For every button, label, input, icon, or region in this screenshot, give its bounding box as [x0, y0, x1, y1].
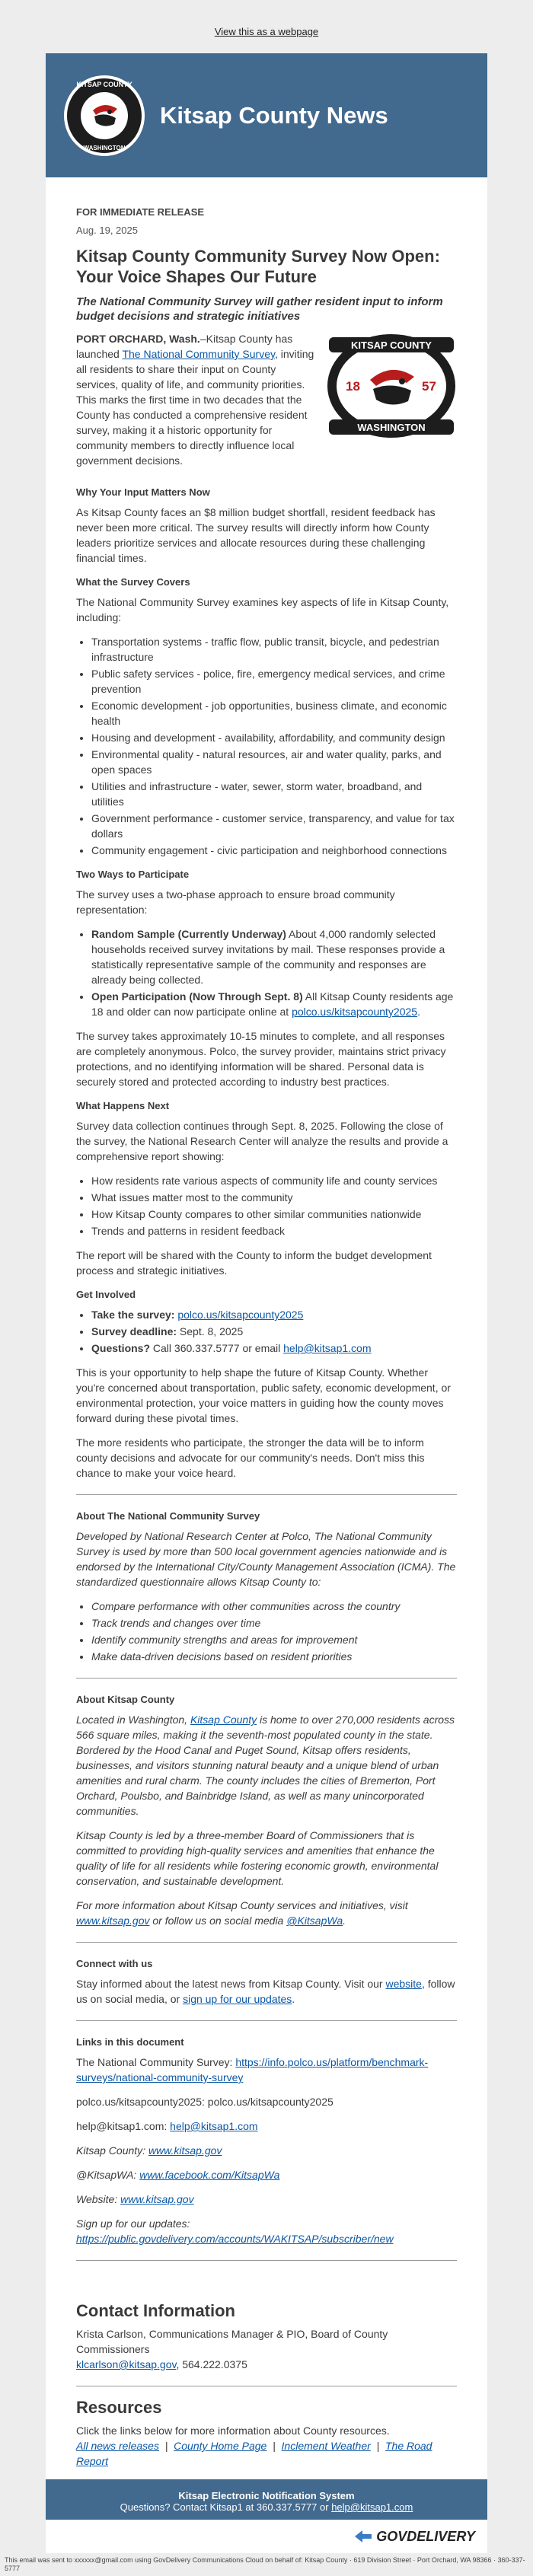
svg-text:WASHINGTON: WASHINGTON	[83, 144, 126, 151]
svg-text:KITSAP COUNTY: KITSAP COUNTY	[351, 340, 432, 351]
county-seal-icon	[62, 74, 146, 158]
about-kc-heading: About Kitsap County	[76, 1694, 175, 1705]
divider	[76, 1494, 457, 1495]
list-item: • Questions? Call 360.337.5777 or email help@kitsap1.com	[91, 1341, 457, 1356]
govdelivery-logo[interactable]: GOVDELIVERY	[355, 2529, 475, 2545]
link-facebook: @KitsapWA: www.facebook.com/KitsapWa	[76, 2169, 280, 2181]
list-item: • Housing and development - availability, affordability, and community design	[91, 730, 457, 745]
contact-email-link[interactable]: klcarlson@kitsap.gov	[76, 2358, 177, 2370]
facebook-url-link[interactable]: www.facebook.com/KitsapWa	[139, 2169, 280, 2181]
fineprint: This email was sent to xxxxxx@gmail.com using GovDelivery Communications Cloud on behalf of: Kitsap County · 619 Division Street · Port Orchard, WA 98366 · 360-337-5777	[5, 2556, 525, 2572]
links-heading: Links in this document	[76, 2036, 184, 2048]
kitsap-gov-link[interactable]: www.kitsap.gov	[76, 1914, 150, 1927]
link-signup: Sign up for our updates: https://public.govdelivery.com/accounts/WAKITSAP/subscriber/new	[76, 2217, 394, 2245]
covers-list	[76, 634, 457, 858]
list-item: • Government performance - customer service, transparency, and value for tax dollars	[91, 811, 457, 841]
road-report-link[interactable]: The Road Report	[76, 2440, 432, 2467]
article-body	[46, 177, 487, 2290]
link-website: Website: www.kitsap.gov	[76, 2193, 194, 2205]
survey-link[interactable]: polco.us/kitsapcounty2025	[292, 1006, 418, 1018]
headline: Kitsap County Community Survey Now Open: Your Voice Shapes Our Future	[76, 247, 440, 286]
about-ncs-heading: About The National Community Survey	[76, 1510, 260, 1522]
divider	[76, 1942, 457, 1943]
list-item: • Survey deadline: Sept. 8, 2025	[91, 1324, 457, 1339]
why-heading: Why Your Input Matters Now	[76, 486, 210, 498]
svg-text:18: 18	[346, 379, 360, 394]
about-ncs-text: Developed by National Research Center at Polco, The National Community Survey is used by more than 500 local government agencies nationwide and is endorsed by the International City/County Management Association (ICMA). The standardized questionnaire allows Kitsap County to:	[76, 1530, 456, 1588]
list-item: • How Kitsap County compares to other similar communities nationwide	[91, 1207, 457, 1222]
ways-intro: The survey uses a two-phase approach to ensure broad community representation:	[76, 888, 395, 916]
next-list	[76, 1173, 457, 1239]
ways-list	[76, 926, 457, 1019]
covers-intro: The National Community Survey examines key aspects of life in Kitsap County, including:	[76, 596, 449, 623]
govdelivery-bar	[46, 2520, 487, 2553]
resources-text: Click the links below for more information about County resources.	[76, 2425, 390, 2437]
email-container	[46, 53, 487, 2520]
list-item: • Take the survey: polco.us/kitsapcounty2025	[91, 1307, 457, 1322]
list-item: • Public safety services - police, fire, emergency medical services, and crime prevention	[91, 666, 457, 697]
list-item: • Compare performance with other communities across the country	[91, 1599, 457, 1614]
header-title: Kitsap County News	[160, 101, 388, 129]
svg-text:KITSAP COUNTY: KITSAP COUNTY	[76, 80, 132, 88]
list-item: • Trends and patterns in resident feedback	[91, 1223, 457, 1239]
next-heading: What Happens Next	[76, 1100, 170, 1111]
county-seal-image	[326, 333, 457, 439]
subtitle: The National Community Survey will gather resident input to inform budget decisions and strategic initiatives	[76, 295, 443, 323]
anonymity-text: The survey takes approximately 10-15 minutes to complete, and all responses are completely anonymous. Polco, the survey provider, maintains strict privacy protections, and no identifying information will be shared. Personal data is securely stored and protected according to industry best practices.	[76, 1030, 446, 1088]
svg-text:WASHINGTON: WASHINGTON	[357, 422, 426, 433]
contact-heading: Contact Information	[76, 2301, 235, 2320]
notification-email-link[interactable]: help@kitsap1.com	[331, 2501, 413, 2513]
link-ncs: The National Community Survey: https://info.polco.us/platform/benchmark-surveys/national-community-survey	[76, 2056, 429, 2083]
header-banner	[46, 53, 487, 177]
about-kc-p3: For more information about Kitsap County services and initiatives, visit www.kitsap.gov or follow us on social media @KitsapWa.	[76, 1899, 408, 1927]
list-item: • Random Sample (Currently Underway) About 4,000 randomly selected households received survey invitations by mail. These responses provide a statistically representative sample of the community and responses are already being collected.	[91, 926, 457, 987]
why-text: As Kitsap County faces an $8 million budget shortfall, resident feedback has never been more critical. The survey results will directly inform how County leaders prioritize services and allocate resources during these challenging financial times.	[76, 506, 436, 564]
signup-url-link[interactable]: https://public.govdelivery.com/accounts/WAKITSAP/subscriber/new	[76, 2233, 394, 2245]
list-item: • Transportation systems - traffic flow, public transit, bicycle, and pedestrian infrastructure	[91, 634, 457, 665]
divider	[76, 1678, 457, 1679]
govdelivery-icon	[355, 2530, 372, 2543]
involved-p2: The more residents who participate, the stronger the data will be to inform county decisions and advocate for our community's needs. Don't miss this chance to make your voice heard.	[76, 1436, 425, 1479]
about-kc-p2: Kitsap County is led by a three-member Board of Commissioners that is committed to providing high-quality services and amenities that enhance the quality of life for all residents while fostering economic growth, environmental conservation, and sustainable development.	[76, 1829, 439, 1887]
involved-p1: This is your opportunity to help shape the future of Kitsap County. Whether you're concerned about transportation, public safety, economic development, or environmental protection, your voice matters in guiding how the county moves forward during these pivotal times.	[76, 1366, 451, 1424]
notification-title: Kitsap Electronic Notification System	[178, 2490, 355, 2501]
website-link[interactable]: website	[385, 1978, 422, 1990]
link-help: help@kitsap1.com: help@kitsap1.com	[76, 2120, 258, 2132]
list-item: • Economic development - job opportunities, business climate, and economic health	[91, 698, 457, 728]
kitsap-url-link[interactable]: www.kitsap.gov	[148, 2144, 222, 2157]
view-webpage-link[interactable]: View this as a webpage	[214, 26, 319, 37]
divider	[76, 2020, 457, 2021]
list-item: • What issues matter most to the community	[91, 1190, 457, 1205]
county-home-link[interactable]: County Home Page	[174, 2440, 267, 2452]
covers-heading: What the Survey Covers	[76, 576, 190, 588]
about-kc-p1: Located in Washington, Kitsap County is home to over 270,000 residents across 566 square miles, making it the seventh-most populated county in the state. Bordered by the Hood Canal and Puget Sound, Kitsap offers residents, businesses, and visitors stunning natural beauty and a unique blend of urban amenities and rural charm. The county includes the cities of Bremerton, Port Orchard, Poulsbo, and Bainbridge Island, as well as many unincorporated communities.	[76, 1714, 455, 1817]
resources-heading: Resources	[76, 2398, 162, 2417]
list-item: • Identify community strengths and areas for improvement	[91, 1632, 457, 1647]
list-item: • Utilities and infrastructure - water, sewer, storm water, broadband, and utilities	[91, 779, 457, 809]
list-item: • How residents rate various aspects of community life and county services	[91, 1173, 457, 1188]
contact-section	[46, 2290, 487, 2479]
contact-email-line: klcarlson@kitsap.gov, 564.222.0375	[76, 2358, 247, 2370]
top-bar	[0, 0, 533, 53]
inclement-weather-link[interactable]: Inclement Weather	[281, 2440, 371, 2452]
about-ncs-list	[76, 1599, 457, 1664]
take-survey-link[interactable]: polco.us/kitsapcounty2025	[177, 1309, 304, 1321]
list-item: • Community engagement - civic participation and neighborhood connections	[91, 843, 457, 858]
next-text: Survey data collection continues through Sept. 8, 2025. Following the close of the survey, the National Research Center will analyze the results and provide a comprehensive report showing:	[76, 1120, 448, 1162]
ways-heading: Two Ways to Participate	[76, 869, 190, 880]
contact-line: Krista Carlson, Communications Manager & PIO, Board of County Commissioners	[76, 2328, 388, 2355]
kitsap-county-link[interactable]: Kitsap County	[190, 1714, 257, 1726]
resources-links: All news releases | County Home Page | Inclement Weather | The Road Report	[76, 2440, 432, 2467]
svg-text:57: 57	[422, 379, 436, 394]
help-url-link[interactable]: help@kitsap1.com	[170, 2120, 258, 2132]
list-item: • Make data-driven decisions based on resident priorities	[91, 1649, 457, 1664]
list-item: • Open Participation (Now Through Sept. 8) All Kitsap County residents age 18 and older can now participate online at polco.us/kitsapcounty2025.	[91, 989, 457, 1019]
involved-heading: Get Involved	[76, 1289, 136, 1300]
involved-list	[76, 1307, 457, 1356]
link-polco: polco.us/kitsapcounty2025: polco.us/kitsapcounty2025	[76, 2096, 334, 2108]
news-releases-link[interactable]: All news releases	[76, 2440, 159, 2452]
divider	[76, 2260, 457, 2261]
website-url-link[interactable]: www.kitsap.gov	[120, 2193, 194, 2205]
notification-text: Questions? Contact Kitsap1 at 360.337.5777 or help@kitsap1.com	[120, 2501, 413, 2513]
release-date: Aug. 19, 2025	[76, 225, 138, 236]
link-kitsap: Kitsap County: www.kitsap.gov	[76, 2144, 222, 2157]
next-after: The report will be shared with the County to inform the budget development process and strategic initiatives.	[76, 1249, 432, 1277]
connect-text: Stay informed about the latest news from Kitsap County. Visit our website, follow us on social media, or sign up for our updates.	[76, 1978, 455, 2005]
ncs-url-link[interactable]: https://info.polco.us/platform/benchmark-surveys/national-community-survey	[76, 2056, 429, 2083]
list-item: • Environmental quality - natural resources, air and water quality, parks, and open spaces	[91, 747, 457, 777]
ncs-link[interactable]: The National Community Survey	[122, 348, 275, 360]
signup-link[interactable]: sign up for our updates	[183, 1993, 292, 2005]
help-email-link[interactable]: help@kitsap1.com	[283, 1342, 372, 1354]
lead-paragraph: KITSAP COUNTY WASHINGTON 18 57 PORT ORCHARD, Wash.–Kitsap County has launched The National Community Survey, inviting all residents to share their input on County services, quality of life, and community priorities. This marks the first time in two decades that the County has conducted a comprehensive resident survey, making it a historic opportunity for community members to directly influence local government decisions.	[76, 331, 457, 477]
connect-heading: Connect with us	[76, 1958, 153, 1969]
list-item: • Track trends and changes over time	[91, 1615, 457, 1631]
release-label: FOR IMMEDIATE RELEASE	[76, 206, 205, 218]
notification-banner	[46, 2479, 487, 2520]
kitsapwa-link[interactable]: @KitsapWa	[286, 1914, 343, 1927]
